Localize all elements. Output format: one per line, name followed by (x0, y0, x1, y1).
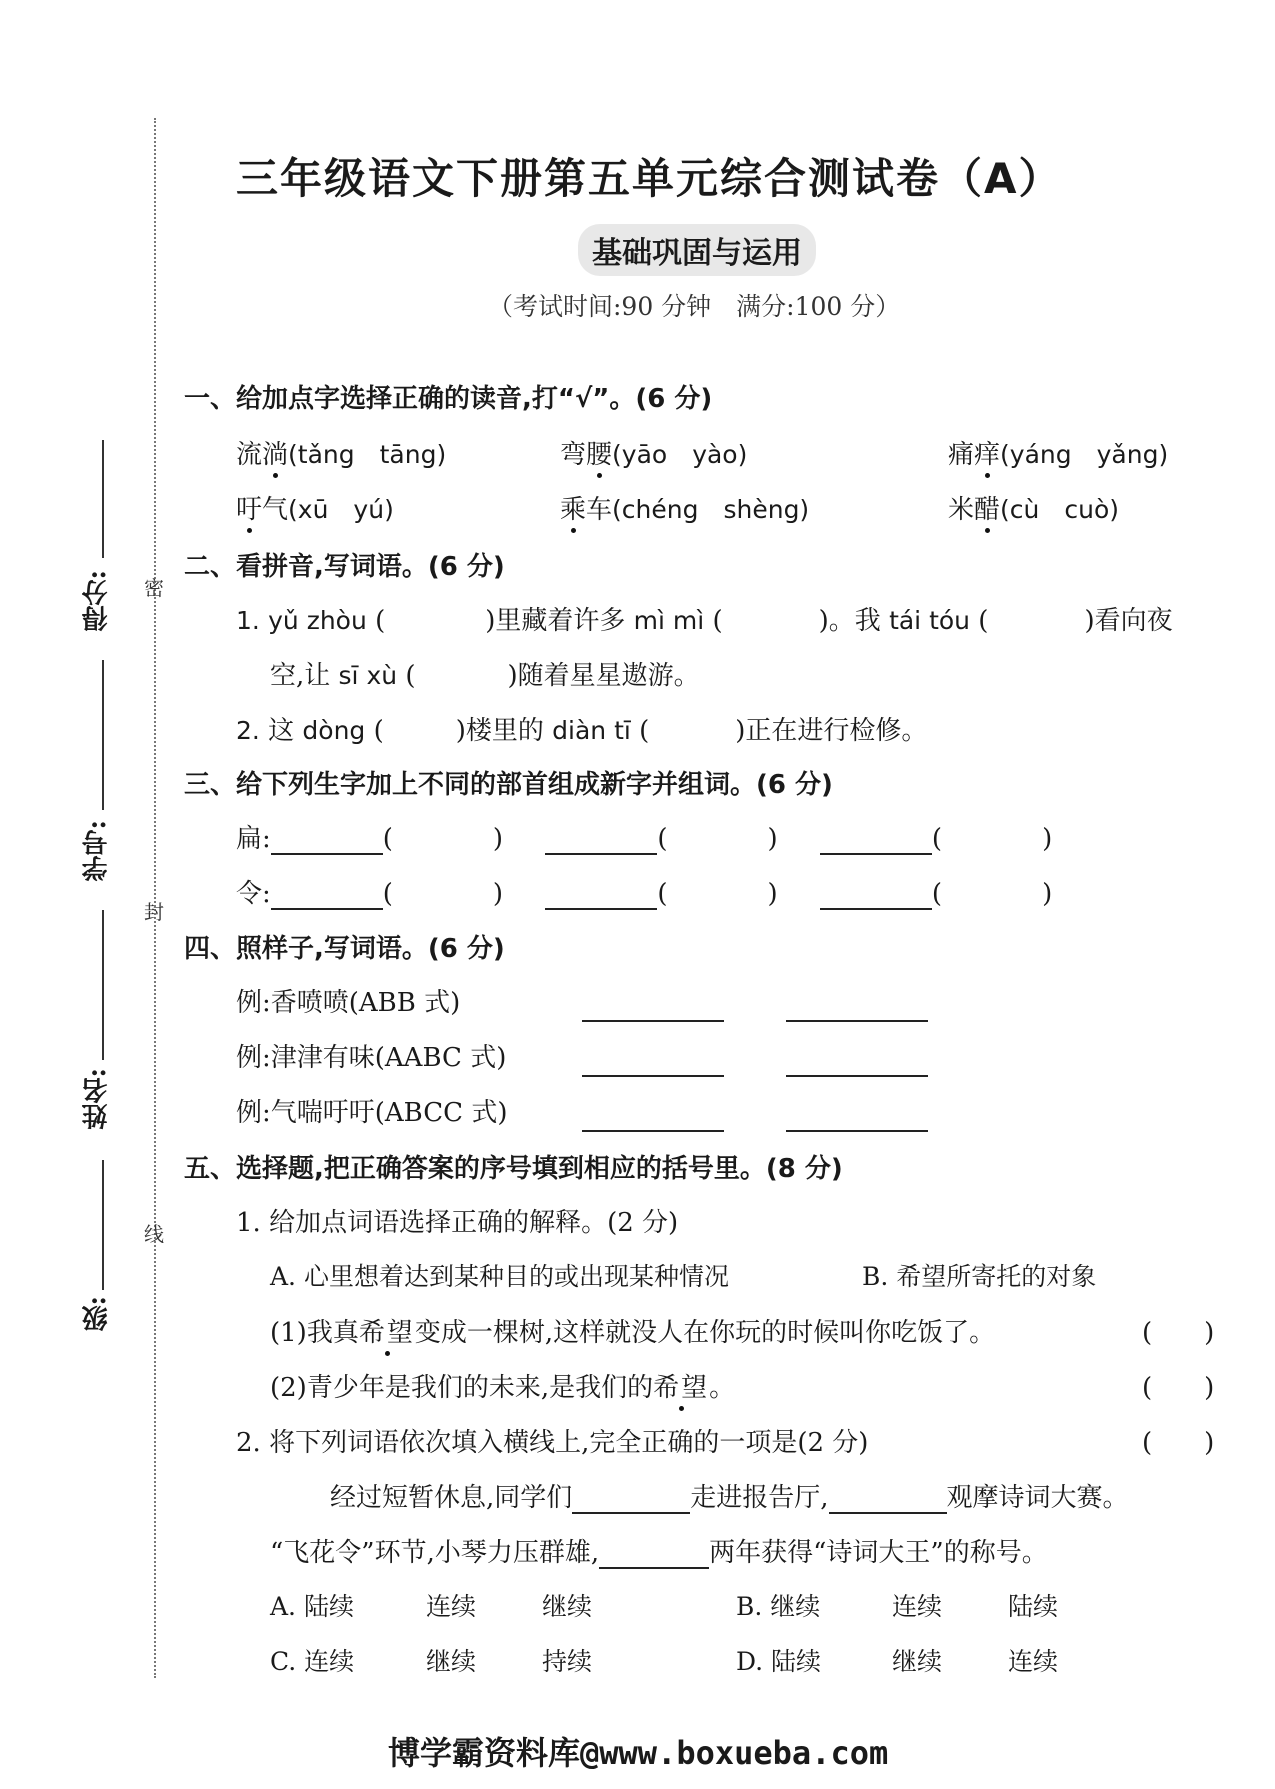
q2-answer-paren: ( (712, 606, 723, 636)
q1-pinyin-options: (tǎng tāng) (288, 440, 447, 469)
q1-pinyin-options: (yáng yǎng) (1000, 440, 1169, 469)
q2-text: 空,让 (270, 661, 331, 691)
q5-text: 。 (709, 1373, 736, 1403)
q5-text: (2)青少年是我们的未来,是我们的 (270, 1373, 654, 1403)
student-id-field-label: 学号: (82, 820, 112, 882)
subtitle-badge: 基础巩固与运用 (578, 224, 816, 276)
q3-paren: ) (1042, 879, 1053, 909)
q5-text: 走进报告厅, (690, 1483, 829, 1513)
q5-dotted-word: 希望 (653, 1373, 710, 1403)
q3-blank[interactable] (545, 878, 657, 910)
q1-dotted-char: 乘 (560, 495, 587, 525)
q4-blank[interactable] (582, 1045, 724, 1077)
q3-blank[interactable] (271, 878, 383, 910)
q4-blank[interactable] (582, 990, 724, 1022)
q1-dotted-char: 醋 (974, 495, 1001, 525)
q2-pinyin: tái tóu (889, 606, 971, 635)
q3-row (236, 873, 1052, 910)
q2-answer-paren: ( (405, 661, 416, 691)
q2-line-3 (236, 710, 927, 747)
class-rule (102, 1160, 104, 1290)
score-rule (102, 440, 104, 558)
q5-answer-paren[interactable]: ( ) (1142, 1428, 1215, 1458)
q5-text: (1)我真 (270, 1318, 359, 1348)
q2-text: )。我 (818, 606, 881, 636)
q5-choice-word: 连续 (426, 1592, 477, 1621)
q1-item (948, 489, 1119, 526)
q1-pinyin-options: (chéng shèng) (612, 495, 810, 524)
q5-dotted-word: 希望 (358, 1318, 415, 1348)
q3-paren: ) (767, 824, 778, 854)
q3-paren: ( (382, 824, 393, 854)
q5-text: 经过短暂休息,同学们 (330, 1483, 573, 1513)
q5-blank[interactable] (599, 1537, 709, 1569)
q5-answer-paren[interactable]: ( ) (1142, 1318, 1215, 1348)
q1-item (560, 434, 747, 471)
q5-choice-c[interactable]: C. 连续 (270, 1647, 355, 1676)
q1-item (560, 489, 809, 526)
q2-line-2 (270, 655, 700, 692)
q5-sentence-1 (270, 1312, 995, 1349)
q3-paren: ( (657, 824, 668, 854)
q5-sub1: 1. 给加点词语选择正确的解释。(2 分) (236, 1208, 679, 1238)
q1-pinyin-options: (cù cuò) (1000, 495, 1120, 524)
q3-paren: ) (767, 879, 778, 909)
q4-blank[interactable] (786, 1045, 928, 1077)
q5-text: 观摩诗词大赛。 (946, 1483, 1129, 1513)
q3-paren: ) (492, 824, 504, 854)
q5-blank[interactable] (572, 1482, 690, 1514)
q1-word: 米 (948, 495, 975, 525)
q1-word: 流 (236, 440, 263, 470)
q5-sub2: 2. 将下列词语依次填入横线上,完全正确的一项是(2 分) (236, 1428, 869, 1458)
q1-pinyin-options: (xū yú) (288, 495, 394, 524)
q1-word: 车 (586, 495, 613, 525)
name-rule (102, 910, 104, 1060)
q3-paren: ( (657, 879, 668, 909)
q5-choice-d[interactable]: D. 陆续 (736, 1647, 822, 1676)
q5-choice-word: 继续 (542, 1592, 593, 1621)
footer-watermark: 博学霸资料库@www.boxueba.com (388, 1734, 889, 1772)
q5-choice-word: 继续 (426, 1647, 477, 1676)
q5-text: 两年获得“诗词大王”的称号。 (709, 1538, 1048, 1568)
q2-text: )楼里的 (455, 716, 544, 746)
q2-item-number: 2. (236, 716, 260, 745)
seal-char: 封 (144, 900, 164, 924)
q1-heading: 一、给加点字选择正确的读音,打“√”。(6 分) (184, 384, 713, 414)
q5-choice-word: 持续 (542, 1647, 593, 1676)
q2-text: )正在进行检修。 (735, 716, 928, 746)
q3-heading: 三、给下列生字加上不同的部首组成新字并组词。(6 分) (184, 770, 833, 800)
q3-paren: ) (1042, 824, 1053, 854)
student-id-rule (102, 660, 104, 810)
q1-word: 痛 (948, 440, 975, 470)
q3-blank[interactable] (545, 823, 657, 855)
q1-pinyin-options: (yāo yào) (612, 440, 748, 469)
seal-char: 密 (144, 576, 164, 600)
q1-item (948, 434, 1168, 471)
q5-choice-b[interactable]: B. 继续 (736, 1592, 821, 1621)
q3-blank[interactable] (271, 823, 383, 855)
q4-blank[interactable] (582, 1100, 724, 1132)
q1-dotted-char: 腰 (586, 440, 613, 470)
seal-char: 线 (144, 1222, 164, 1246)
q2-pinyin: sī xù (338, 661, 398, 690)
q5-choice-word: 陆续 (1008, 1592, 1059, 1621)
page-title: 三年级语文下册第五单元综合测试卷（A） (236, 154, 1063, 203)
q3-blank[interactable] (820, 878, 932, 910)
q5-choice-a[interactable]: A. 陆续 (270, 1592, 354, 1621)
name-field-label: 姓名: (82, 1068, 112, 1130)
q4-blank[interactable] (786, 1100, 928, 1132)
q2-pinyin: diàn tī (552, 716, 631, 745)
q4-example: 例:气喘吁吁(ABCC 式) (236, 1098, 508, 1128)
q5-passage-line-1 (330, 1477, 1129, 1514)
class-field-label: 级: (82, 1296, 112, 1332)
q5-choice-word: 连续 (1008, 1647, 1059, 1676)
q3-paren: ) (492, 879, 504, 909)
q1-item (236, 489, 394, 526)
q2-pinyin: dòng (302, 716, 366, 745)
q2-text: )随着星星遨游。 (507, 661, 700, 691)
q2-text: )里藏着许多 (485, 606, 626, 636)
q1-item (236, 434, 446, 471)
q2-answer-paren: ( (375, 606, 386, 636)
q1-word: 弯 (560, 440, 587, 470)
q5-text: 变成一棵树,这样就没人在你玩的时候叫你吃饭了。 (414, 1318, 996, 1348)
q3-paren: ( (931, 879, 943, 909)
q4-example: 例:香喷喷(ABB 式) (236, 988, 461, 1018)
q3-paren: ( (931, 824, 943, 854)
q2-line-1 (236, 600, 1173, 637)
q2-text: 这 (268, 716, 295, 746)
q2-pinyin: yǔ zhòu (268, 606, 367, 635)
q5-choice-word: 继续 (892, 1647, 943, 1676)
q1-dotted-char: 痒 (974, 440, 1001, 470)
q5-text: “飞花令”环节,小琴力压群雄, (270, 1538, 600, 1568)
q3-base-char: 令: (236, 879, 271, 909)
q2-heading: 二、看拼音,写词语。(6 分) (184, 552, 505, 582)
q5-blank[interactable] (829, 1482, 947, 1514)
q1-dotted-char: 淌 (262, 440, 289, 470)
q3-row (236, 818, 1052, 855)
exam-info: （考试时间:90 分钟 满分:100 分） (488, 292, 901, 321)
q5-choice-word: 连续 (892, 1592, 943, 1621)
q4-blank[interactable] (786, 990, 928, 1022)
q4-heading: 四、照样子,写词语。(6 分) (184, 934, 505, 964)
score-field-label: 得分: (82, 570, 112, 632)
q3-paren: ( (382, 879, 393, 909)
q3-blank[interactable] (820, 823, 932, 855)
q2-text: )看向夜 (1084, 606, 1173, 636)
q4-example: 例:津津有味(AABC 式) (236, 1043, 507, 1073)
q5-answer-paren[interactable]: ( ) (1142, 1373, 1215, 1403)
q2-pinyin: mì mì (633, 606, 705, 635)
q1-dotted-char: 吁 (236, 495, 263, 525)
q3-base-char: 扁: (236, 824, 271, 854)
q1-word: 气 (262, 495, 289, 525)
q2-item-number: 1. (236, 606, 260, 635)
q5-heading: 五、选择题,把正确答案的序号填到相应的括号里。(8 分) (184, 1154, 843, 1184)
q5-option-a: A. 心里想着达到某种目的或出现某种情况 (270, 1262, 729, 1291)
q5-passage-line-2 (270, 1532, 1048, 1569)
q5-sentence-2 (270, 1367, 735, 1404)
q2-answer-paren: ( (639, 716, 650, 746)
q2-answer-paren: ( (373, 716, 384, 746)
q2-answer-paren: ( (978, 606, 989, 636)
q5-option-b: B. 希望所寄托的对象 (862, 1262, 1097, 1291)
